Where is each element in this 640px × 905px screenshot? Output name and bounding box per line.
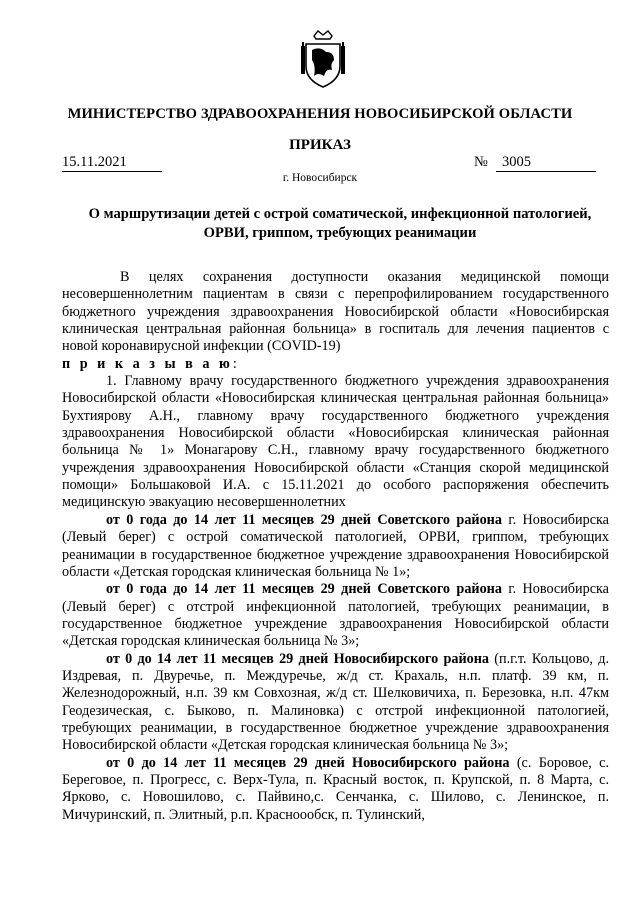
age-district-bold: от 0 года до 14 лет 11 месяцев 29 дней Советского района bbox=[106, 511, 502, 528]
order-subject: О маршрутизации детей с острой соматической, инфекционной патологией, ОРВИ, гриппом, требующих реанимации bbox=[88, 206, 592, 241]
city: г. Новосибирск bbox=[282, 172, 358, 184]
paragraph-novosibirsky-list bbox=[62, 755, 609, 824]
age-district-bold: от 0 до 14 лет 11 месяцев 29 дней Новосибирского района bbox=[106, 754, 510, 771]
order-word-paragraph bbox=[62, 356, 609, 373]
order-word: п р и к а з ы в а ю bbox=[62, 355, 233, 372]
age-district-bold: от 0 года до 14 лет 11 месяцев 29 дней Советского района bbox=[106, 581, 502, 598]
order-colon: : bbox=[232, 355, 237, 372]
intro-paragraph bbox=[62, 269, 609, 356]
paragraph-text: (п.г.т. Кольцово, д. Издревая, п. Двуречье, п. Междуречье, ж/д ст. Крахаль, н.п. платф. 39 км, п. Железнодорожный, н.п. 39 км Совхозная, ж/д ст. Шелковичиха, п. Березовка, н.п. 47км Геодезическая, с. Быково, п. Малиновка) с отстрой инфекционной патологией, требующих реанимации, в государственное бюджетное учреждение здравоохранения Новосибирской области «Детская городская клиническая больница № 3»; bbox=[62, 650, 609, 754]
paragraph-novosibirsky-infectious bbox=[62, 651, 609, 755]
order-number: 3005 bbox=[496, 154, 596, 172]
item-1: 1. Главному врачу государственного бюджетного учреждения здравоохранения Новосибирской области «Новосибирская клиническая центральная районная больница» Бухтиярову А.Н., главному врачу государственного бюджетного учреждения здравоохранения Новосибирской области «Новосибирская клиническая районная больница № 1» Монагарову С.Н., главному врачу государственного бюджетного учреждения здравоохранения Новосибирской области «Станция скорой медицинской помощи» Большаковой И.А. с 15.11.2021 до особого распоряжения обеспечить медицинскую эвакуацию несовершеннолетних bbox=[62, 373, 609, 511]
intro-text: В целях сохранения доступности оказания медицинской помощи несовершеннолетним пациентам в связи с перепрофилированием государственного бюджетного учреждения здравоохранения Новосибирской области «Новосибирская клиническая центральная районная больница» в госпиталь для лечения пациентов с новой коронавирусной инфекции (COVID-19) bbox=[62, 269, 609, 355]
paragraph-text: г. Новосибирска (Левый берег) с острой соматической патологией, ОРВИ, гриппом, требующих реанимации в государственное бюджетное учреждение здравоохранения Новосибирской области «Детская городская клиническая больница № 1»; bbox=[62, 511, 609, 580]
paragraph-sovetsky-somatic bbox=[62, 512, 609, 581]
order-body bbox=[62, 269, 609, 824]
order-date: 15.11.2021 bbox=[62, 154, 162, 172]
ministry-name: МИНИСТЕРСТВО ЗДРАВООХРАНЕНИЯ НОВОСИБИРСКОЙ ОБЛАСТИ bbox=[67, 106, 573, 122]
paragraph-text: (с. Боровое, с. Береговое, п. Прогресс, с. Верх-Тула, п. Красный восток, п. Крупской, п. 8 Марта, с. Ярково, с. Новошилово, с. Пайвино,с. Сенчанка, с. Шилово, с. Ленинское, п. Мичуринский, п. Элитный, р.п. Красноообск, п. Тулинский, bbox=[62, 754, 609, 823]
paragraph-text: г. Новосибирска (Левый берег) с отстрой инфекционной патологией, требующих реанимации, в государственное бюджетное учреждение здравоохранения Новосибирской области «Детская городская клиническая больница № 3»; bbox=[62, 581, 609, 650]
order-number-label: № bbox=[474, 154, 488, 170]
paragraph-sovetsky-infectious bbox=[62, 581, 609, 650]
novosibirsk-coat-of-arms-icon bbox=[300, 30, 346, 90]
order-title: ПРИКАЗ bbox=[289, 137, 351, 153]
age-district-bold: от 0 до 14 лет 11 месяцев 29 дней Новосибирского района bbox=[106, 650, 490, 667]
